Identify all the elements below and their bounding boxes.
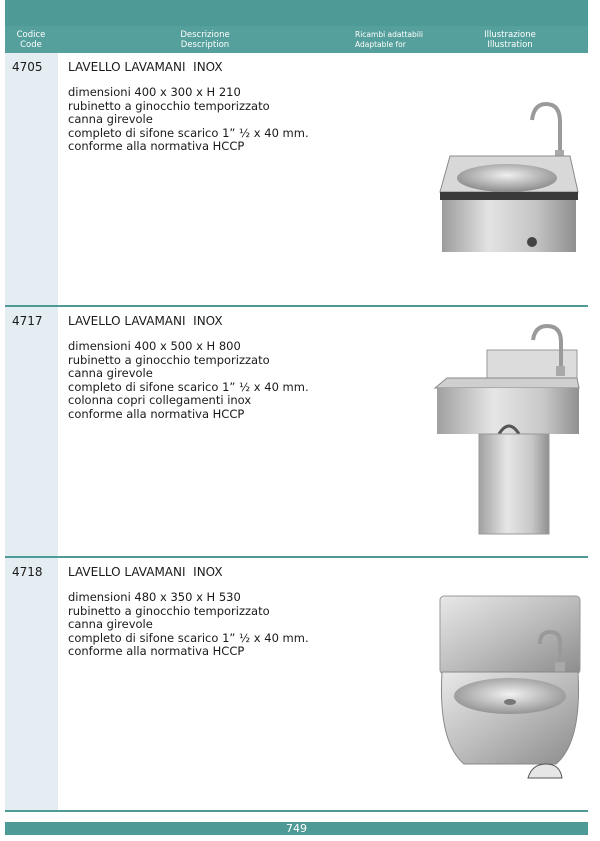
product-specs [68,86,309,154]
header-description-it: Descrizione [180,30,230,40]
product-title: LAVELLO LAVAMANI INOX [68,565,223,579]
spec-line: completo di sifone scarico 1” ½ x 40 mm. [68,125,309,140]
spec-line: dimensioni 400 x 300 x H 210 [68,85,241,99]
wall-mounted-sink-icon [432,100,582,258]
header-code [5,30,57,50]
header-illustration-en: Illustration [487,40,533,50]
header-spares-en: Adaptable for [355,40,406,49]
product-specs [68,340,309,421]
top-band [5,0,588,26]
spec-line: rubinetto a ginocchio temporizzato [68,352,270,367]
spec-line: canna girevole [68,112,153,126]
product-code: 4718 [12,565,43,579]
spec-line: colonna copri collegamenti inox [68,393,252,407]
page-number: 749 [5,822,588,835]
spec-line: dimensioni 400 x 500 x H 800 [68,339,241,353]
product-code: 4705 [12,60,43,74]
header-spares [355,30,465,50]
header-description [105,30,305,50]
product-title: LAVELLO LAVAMANI INOX [68,60,223,74]
product-specs [68,591,309,659]
spec-line: canna girevole [68,366,153,380]
rounded-sink-icon [436,592,584,782]
spec-line: conforme alla normativa HCCP [68,644,245,658]
header-code-it: Codice [16,30,46,40]
row-separator [5,810,588,812]
spec-line: dimensioni 480 x 350 x H 530 [68,590,241,604]
product-code: 4717 [12,314,43,328]
spec-line: completo di sifone scarico 1” ½ x 40 mm. [68,379,309,394]
header-description-en: Description [180,40,230,50]
product-title: LAVELLO LAVAMANI INOX [68,314,223,328]
header-code-en: Code [20,40,42,50]
header-illustration [460,30,560,50]
spec-line: canna girevole [68,617,153,631]
spec-line: rubinetto a ginocchio temporizzato [68,98,270,113]
column-header [5,26,588,53]
pedestal-sink-icon [433,322,583,540]
spec-line: completo di sifone scarico 1” ½ x 40 mm. [68,630,309,645]
spec-line: rubinetto a ginocchio temporizzato [68,603,270,618]
spec-line: conforme alla normativa HCCP [68,406,245,421]
header-spares-it: Ricambi adattabili [355,30,423,39]
spec-line: conforme alla normativa HCCP [68,139,245,153]
header-illustration-it: Illustrazione [484,30,536,40]
